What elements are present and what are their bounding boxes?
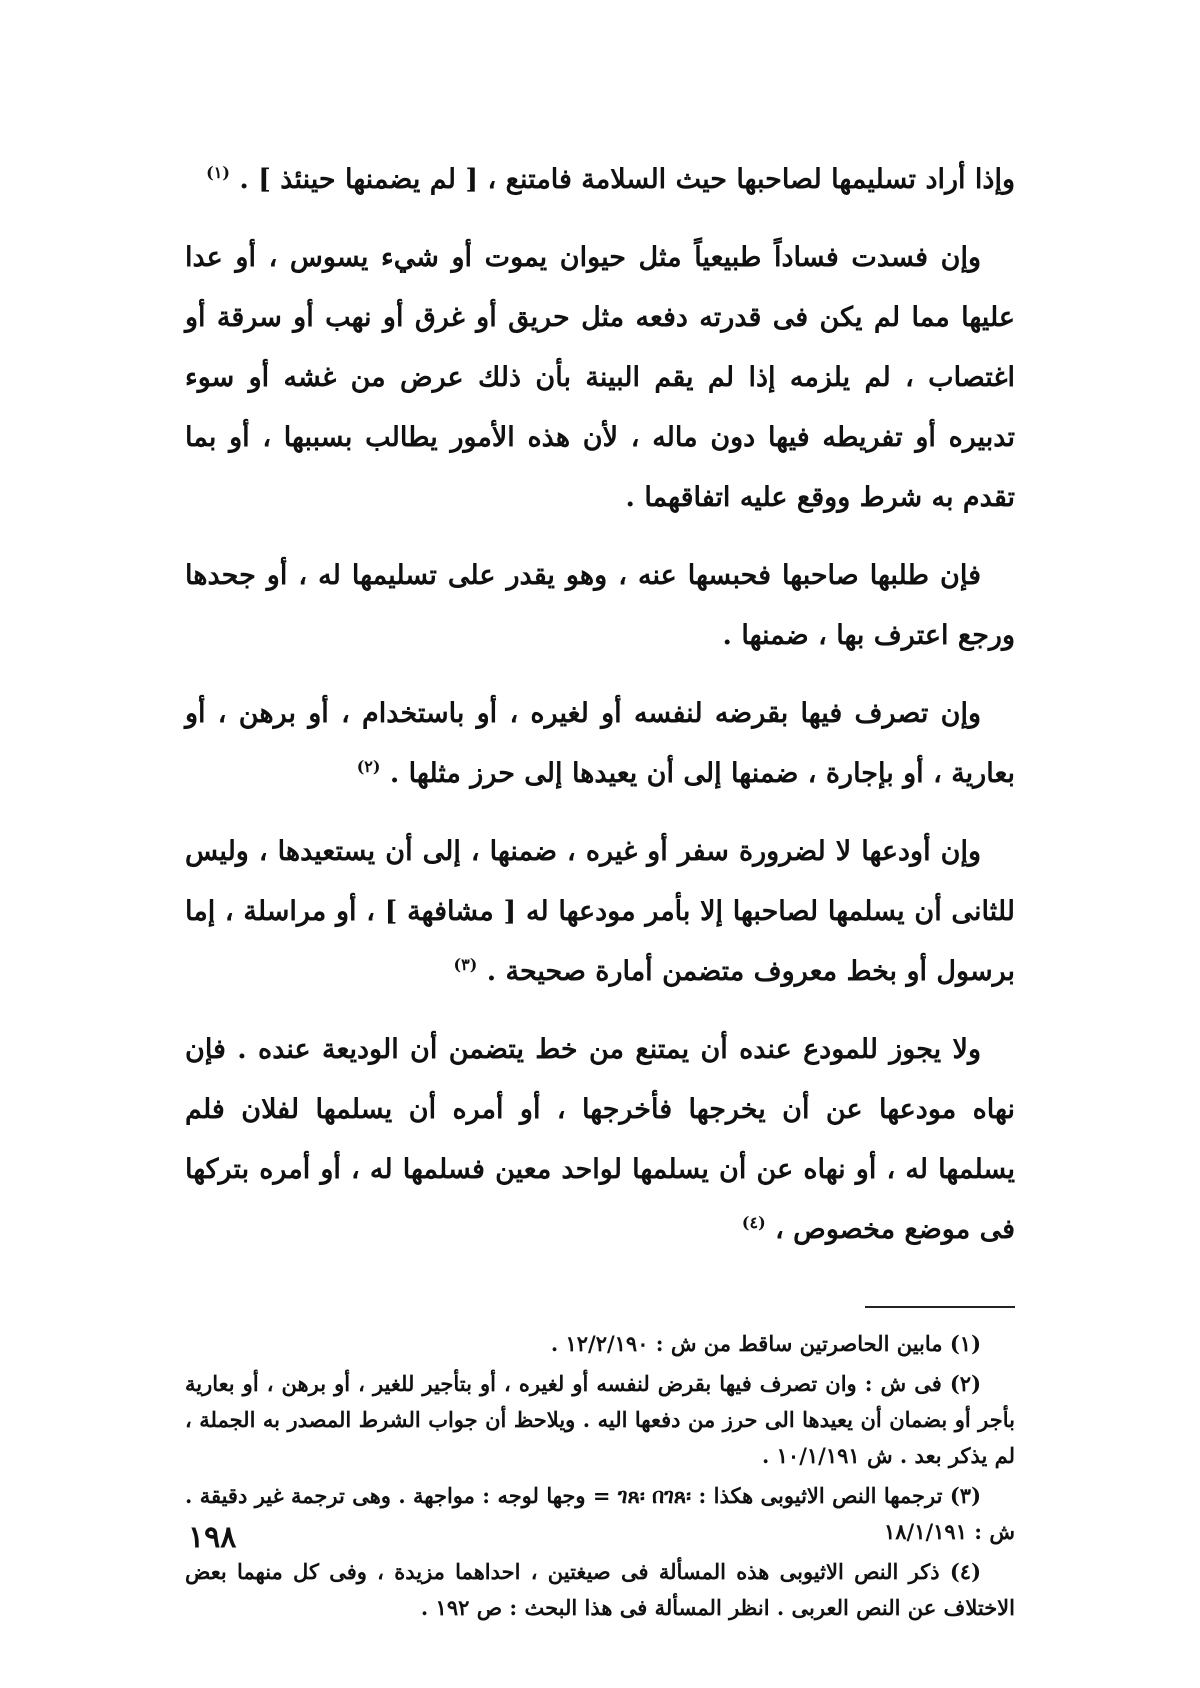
paragraph-2-text: وإن فسدت فساداً طبيعياً مثل حيوان يموت أو شيء يسوس ، أو عدا عليها مما لم يكن فى قدرته دفعه مثل حريق أو غرق أو نهب أو سرقة أو اغتصاب ، لم يلزمه إذا لم يقم البينة بأن ذلك عرض من غشه أو سوء تدبيره أو تفريطه فيها دون ماله ، لأن هذه الأمور يطالب بسببها ، أو بما تقدم به شرط ووقع عليه اتفاقهما .: [185, 242, 1015, 513]
paragraph-2: [185, 228, 1015, 528]
paragraph-1-text: وإذا أراد تسليمها لصاحبها حيث السلامة فامتنع ، [ لم يضمنها حينئذ ] .: [239, 164, 1015, 195]
paragraph-6: [185, 1020, 1015, 1260]
footnote-2: (٢) فى ش : وان تصرف فيها بقرض لنفسه أو لغيره ، أو بتأجير للغير ، أو برهن ، أو بعارية بأجر أو بضمان أن يعيدها الى حرز من دفعها اليه . ويلاحظ أن جواب الشرط المصدر به الجملة ، لم يذكر بعد . ش ١٠/١/١٩١ .: [185, 1371, 1015, 1468]
footnote-separator-wrap: [185, 1278, 1015, 1326]
footnote-separator: [865, 1306, 1015, 1308]
footnote-3: (٣) ترجمها النص الاثيوبى هكذا : ገጸ፡ በገጸ፡ = وجها لوجه : مواجهة . وهى ترجمة غير دقيقة . ش : ١٨/١/١٩١: [185, 1483, 1015, 1544]
paragraph-1: [185, 150, 1015, 210]
footnote-mark-2: (٢): [356, 757, 381, 776]
paragraph-4: [185, 684, 1015, 804]
paragraph-3: [185, 546, 1015, 666]
footnote-mark-1: (١): [206, 163, 230, 182]
footnote-4: (٤) ذكر النص الاثيوبى هذه المسألة فى صيغتين ، احداهما مزيدة ، وفى كل منهما بعض الاختلاف عن النص العربى . انظر المسألة فى هذا البحث : ص ١٩٢ .: [185, 1559, 1015, 1620]
footnote-mark-3: (٣): [453, 955, 478, 974]
paragraph-3-text: فإن طلبها صاحبها فحبسها عنه ، وهو يقدر على تسليمها له ، أو جحدها ورجع اعترف بها ، ضمنها .: [185, 560, 1015, 651]
paragraph-6-text: ولا يجوز للمودع عنده أن يمتنع من خط يتضمن أن الوديعة عنده . فإن نهاه مودعها عن أن يخرجها فأخرجها ، أو أمره أن يسلمها لفلان فلم يسلمها له ، أو نهاه عن أن يسلمها لواحد معين فسلمها له ، أو أمره بتركها فى موضع مخصوص ،: [185, 1034, 1015, 1245]
footnote-mark-4: (٤): [741, 1213, 766, 1232]
paragraph-4-text: وإن تصرف فيها بقرضه لنفسه أو لغيره ، أو باستخدام ، أو برهن ، أو بعارية ، أو بإجارة ، ضمنها إلى أن يعيدها إلى حرز مثلها .: [185, 698, 1015, 789]
footnote-1: (١) مابين الحاصرتين ساقط من ش : ١٢/٢/١٩٠ .: [550, 1331, 981, 1356]
paragraph-5-text: وإن أودعها لا لضرورة سفر أو غيره ، ضمنها ، إلى أن يستعيدها ، وليس للثانى أن يسلمها لصاحبها إلا بأمر مودعها له [ مشافهة ] ، أو مراسلة ، إما برسول أو بخط معروف متضمن أمارة صحيحة .: [185, 836, 1015, 987]
page-number: ١٩٨: [188, 1520, 237, 1555]
footnotes: [185, 1326, 1015, 1626]
paragraph-5: [185, 822, 1015, 1002]
main-text: [185, 150, 1015, 1260]
